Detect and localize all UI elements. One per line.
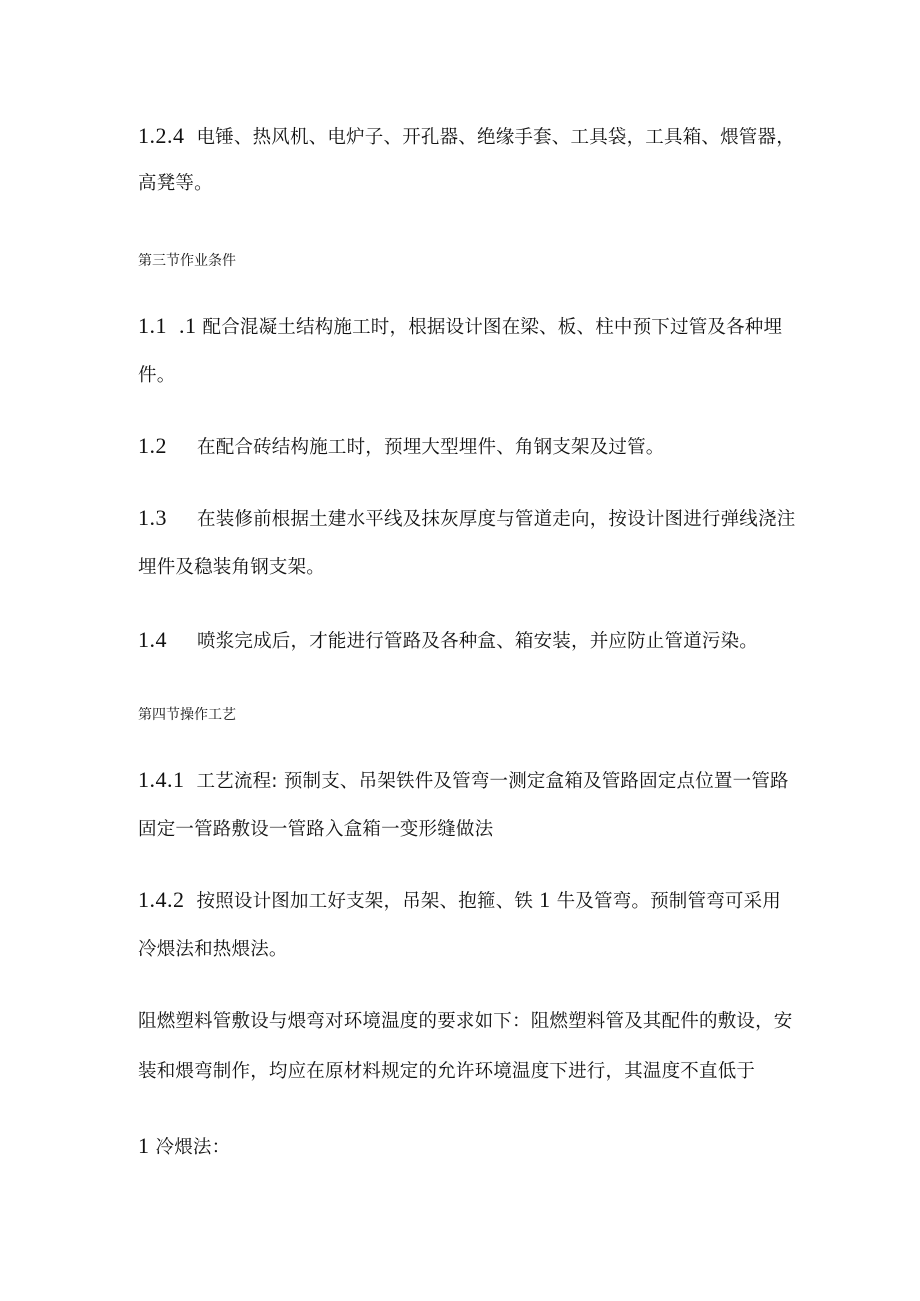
para-number: 1.2.4 <box>138 123 185 148</box>
para-1-4-2-line-2: 冷煨法和热煨法。 <box>138 939 288 960</box>
para-1-2-4-line-2: 高凳等。 <box>138 173 213 194</box>
para-cold-bending <box>138 1134 230 1160</box>
para-1-1-1-line-1 <box>138 314 782 340</box>
para-1-4-1-line-1 <box>138 768 789 794</box>
para-inline-number: 1 <box>539 887 551 912</box>
para-number: 1.3 <box>138 505 167 530</box>
para-text: 工艺流程: 预制支、吊架铁件及管弯一测定盒箱及管路固定点位置一管路 <box>196 771 789 792</box>
para-text: 在装修前根据土建水平线及抹灰厚度与管道走向，按设计图进行弹线浇注 <box>197 509 796 530</box>
para-number: 1.4.2 <box>138 887 185 912</box>
para-text: 冷煨法： <box>155 1137 231 1158</box>
para-1-1-1-line-2: 件。 <box>138 365 176 386</box>
section-3-heading: 第三节作业条件 <box>138 253 236 269</box>
para-1-4 <box>138 628 758 654</box>
para-text: 电锤、热风机、电炉子、开孔器、绝缘手套、工具袋，工具箱、煨管器， <box>196 127 795 148</box>
para-text: 喷浆完成后，才能进行管路及各种盒、箱安装，并应防止管道污染。 <box>197 631 759 652</box>
section-4-heading: 第四节操作工艺 <box>138 707 236 723</box>
para-1-3-line-1 <box>138 506 795 532</box>
para-text: 配合混凝土结构施工时，根据设计图在梁、板、柱中预下过管及各种埋 <box>202 317 783 338</box>
para-number: 1 <box>138 1133 150 1158</box>
para-number-suffix: .1 <box>179 313 197 338</box>
para-1-4-2-line-1 <box>138 888 781 914</box>
para-1-3-line-2: 埋件及稳装角钢支架。 <box>138 557 326 578</box>
para-number: 1.4 <box>138 627 167 652</box>
para-number: 1.2 <box>138 433 167 458</box>
para-temperature-line-2: 装和煨弯制作，均应在原材料规定的允许环境温度下进行，其温度不直低于 <box>138 1061 756 1082</box>
para-text-b: 牛及管弯。预制管弯可采用 <box>556 891 782 912</box>
para-number: 1.1 <box>138 313 167 338</box>
para-1-4-1-line-2: 固定一管路敷设一管路入盒箱一变形缝做法 <box>138 819 494 840</box>
para-temperature-line-1: 阻燃塑料管敷设与煨弯对环境温度的要求如下：阻燃塑料管及其配件的敷设，安 <box>138 1011 793 1032</box>
para-text-a: 按照设计图加工好支架，吊架、抱箍、铁 <box>196 891 534 912</box>
para-1-2 <box>138 434 665 460</box>
para-number: 1.4.1 <box>138 767 185 792</box>
para-text: 在配合砖结构施工时，预埋大型埋件、角钢支架及过管。 <box>197 437 665 458</box>
para-1-2-4-line-1 <box>138 124 795 150</box>
